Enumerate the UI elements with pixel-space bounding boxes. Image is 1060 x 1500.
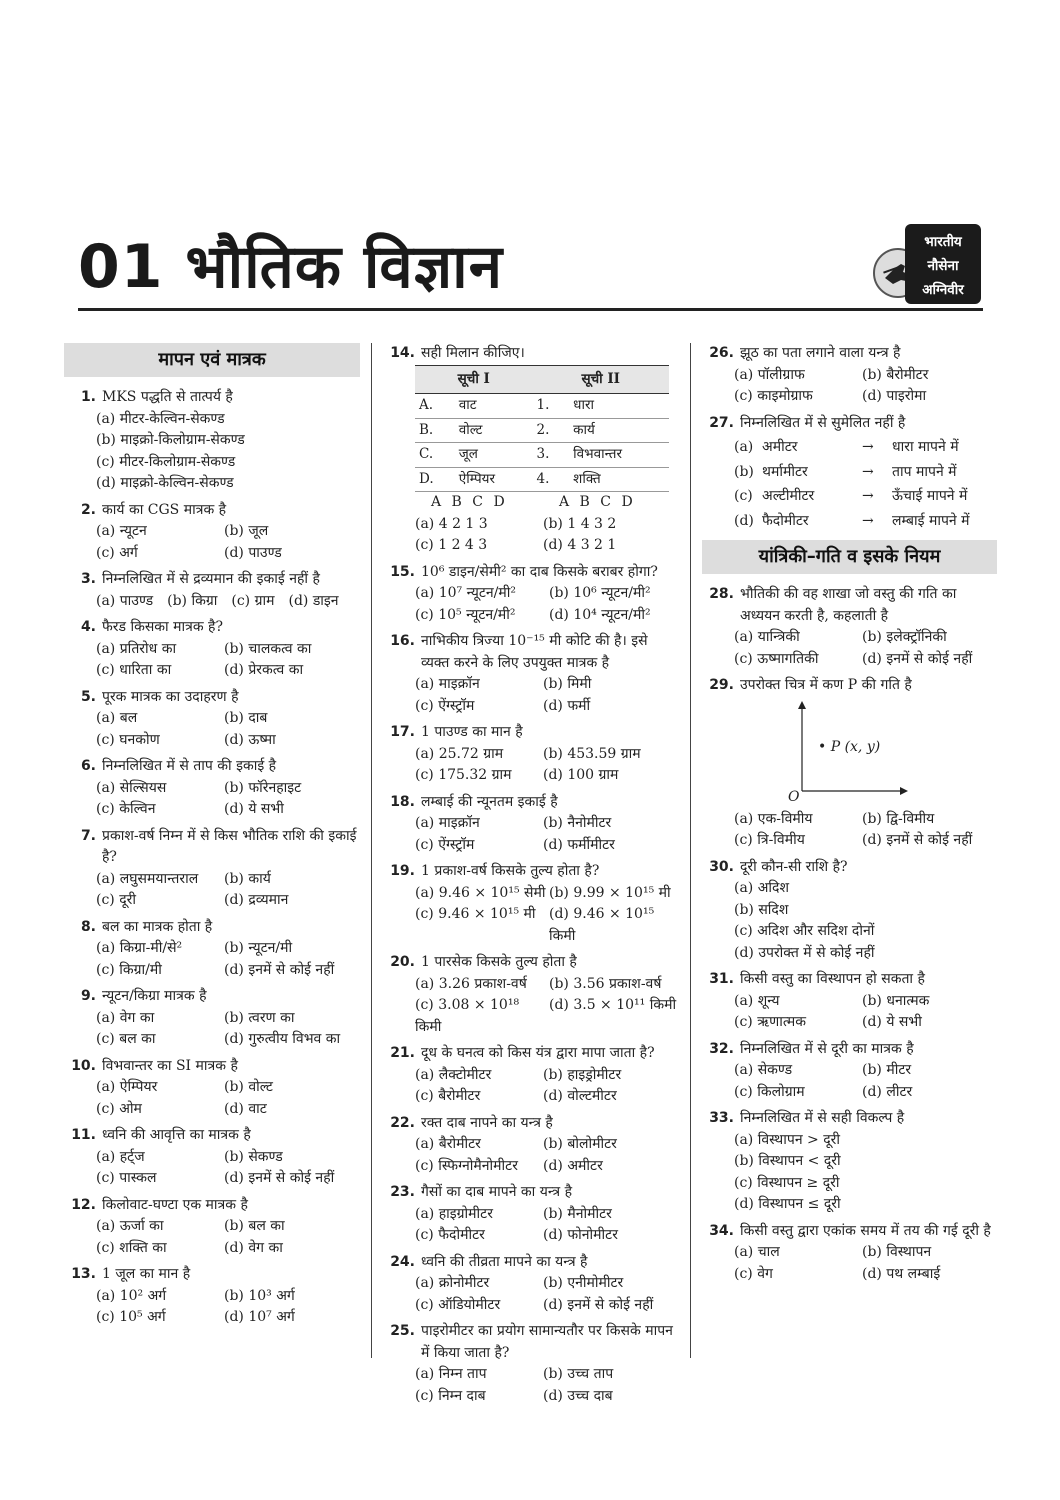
question-5	[64, 687, 360, 752]
question-25	[383, 1321, 678, 1407]
question-number: 9.	[80, 988, 96, 1004]
option-d: (d) पाइरोमा	[862, 388, 927, 404]
question-number: 17.	[390, 724, 415, 740]
question-number: 11.	[71, 1127, 96, 1143]
point-p-label: • P (x, y)	[818, 738, 881, 755]
question-text: न्यूटन/किग्रा मात्रक है	[102, 988, 207, 1004]
question-number: 32.	[709, 1040, 734, 1057]
table-cell: A.	[415, 394, 455, 419]
option-c: (c) केल्विन	[96, 801, 156, 817]
option-b: (b) मीटर	[862, 1062, 912, 1078]
option-d: (d) डाइन	[288, 592, 339, 609]
question-32	[702, 1039, 997, 1104]
question-text: निम्नलिखित में से द्रव्यमान की इकाई नहीं है	[102, 571, 320, 587]
option-d: (d) वोल्टमीटर	[543, 1088, 617, 1104]
option-a: (a) 3.26 प्रकाश-वर्ष	[415, 975, 527, 992]
option-a: (a) मीटर-केल्विन-सेकण्ड	[96, 410, 225, 427]
column-divider-1	[371, 343, 372, 1358]
chapter-title: 01 भौतिक विज्ञान	[78, 232, 504, 302]
option-b: (b) चालकत्व का	[224, 640, 312, 657]
match-table	[415, 365, 669, 493]
question-number: 15.	[390, 563, 415, 580]
option-b: (b) हाइड्रोमीटर	[543, 1066, 622, 1083]
logo-line-1: भारतीय	[924, 234, 962, 250]
option-d: (d) द्रव्यमान	[224, 892, 289, 908]
option-c: (c) धारिता का	[96, 662, 172, 678]
question-text: निम्नलिखित में से दूरी का मात्रक है	[740, 1040, 914, 1057]
question-text: नाभिकीय त्रिज्या 10⁻¹⁵ मी कोटि की है। इसे व्यक्त करने के लिए उपयुक्त मात्रक है	[421, 633, 648, 671]
question-14	[383, 343, 678, 557]
question-16	[383, 631, 678, 717]
question-text: ध्वनि की आवृत्ति का मात्रक है	[102, 1127, 251, 1143]
option-a: (a) बल	[96, 710, 138, 726]
option-b: (b) 453.59 ग्राम	[543, 745, 641, 762]
use: ऊँचाई मापने में	[892, 488, 968, 504]
question-number: 7.	[80, 827, 96, 844]
table-cell: शक्ति	[569, 467, 669, 492]
question-text: निम्नलिखित में से सही विकल्प है	[740, 1110, 905, 1126]
option-c: (c) 10⁵ अर्ग	[96, 1309, 166, 1325]
option-a: (a) सेल्सियस	[96, 779, 167, 796]
question-30	[702, 857, 997, 965]
use: ताप मापने में	[892, 463, 957, 480]
table-row	[415, 467, 669, 492]
section-heading-mechanics: यांत्रिकी–गति व इसके नियम	[702, 540, 997, 574]
question-text: पाइरोमीटर का प्रयोग सामान्यतौर पर किसके मापन में किया जाता है?	[421, 1323, 673, 1361]
question-number: 27.	[709, 414, 734, 431]
table-cell: वाट	[455, 394, 533, 419]
option-d: (d) 3.5 × 10¹¹ किमी	[549, 997, 677, 1013]
question-number: 34.	[709, 1222, 734, 1239]
question-3	[64, 569, 360, 612]
question-number: 14.	[390, 345, 415, 361]
option-b: (b) 10³ अर्ग	[224, 1287, 295, 1304]
option-c: (c) काइमोग्राफ	[734, 388, 813, 404]
question-number: 18.	[390, 793, 415, 810]
question-number: 22.	[390, 1114, 415, 1131]
list-1-header: सूची I	[415, 365, 532, 394]
code-header: A B C D	[431, 494, 508, 510]
option-d: (d) ऊष्मा	[224, 731, 276, 748]
option-c: (c) ऐंग्स्ट्रॉम	[415, 697, 475, 714]
origin-label: O	[788, 788, 800, 805]
table-cell: जूल	[455, 443, 533, 468]
option-b: (b) बैरोमीटर	[862, 366, 929, 383]
question-27	[702, 413, 997, 533]
option-d: (d) 10⁷ अर्ग	[224, 1309, 295, 1325]
question-number: 21.	[390, 1045, 415, 1061]
table-cell: विभवान्तर	[569, 443, 669, 468]
option-label: (b)	[734, 463, 754, 480]
option-d: (d) इनमें से कोई नहीं	[543, 1296, 654, 1313]
instrument: फैदोमीटर	[762, 512, 809, 529]
option-b: (b) मैनोमीटर	[543, 1205, 612, 1222]
option-c: (c) वेग	[734, 1265, 773, 1282]
option-a: (a) 9.46 × 10¹⁵ सेमी	[415, 884, 546, 901]
question-number: 30.	[709, 858, 734, 875]
option-c: (c) त्रि-विमीय	[734, 832, 805, 848]
option-c: (c) शक्ति का	[96, 1239, 167, 1256]
option-d: (d) वाट	[224, 1100, 267, 1117]
question-24	[383, 1252, 678, 1317]
option-d: (d) 4 3 2 1	[543, 537, 617, 553]
option-d: (d) फोनोमीटर	[543, 1227, 618, 1243]
question-text: फैरड किसका मात्रक है?	[102, 619, 223, 635]
list-2-header: सूची II	[532, 365, 669, 394]
option-a: (a) 4 2 1 3	[415, 515, 488, 532]
question-text: रक्त दाब नापने का यन्त्र है	[421, 1114, 553, 1131]
option-c: (c) विस्थापन ≥ दूरी	[734, 1174, 840, 1191]
option-d: (d) प्रेरकत्व का	[224, 662, 304, 678]
table-cell: 1.	[532, 394, 569, 419]
question-text: कार्य का CGS मात्रक है	[102, 501, 227, 518]
option-d: (d) लीटर	[862, 1083, 913, 1100]
arrow-icon: →	[862, 463, 874, 480]
table-row	[415, 418, 669, 443]
option-a: (a) न्यूटन	[96, 523, 147, 539]
option-d: (d) माइक्रो-केल्विन-सेकण्ड	[96, 475, 234, 491]
question-number: 1.	[80, 389, 96, 405]
option-a: (a) माइक्रॉन	[415, 815, 480, 831]
option-b: (b) कार्य	[224, 870, 271, 887]
question-text: लम्बाई की न्यूनतम इकाई है	[421, 793, 558, 810]
header-rule	[78, 308, 983, 311]
option-c: (c) बल का	[96, 1031, 156, 1047]
question-text: प्रकाश-वर्ष निम्न में से किस भौतिक राशि की इकाई है?	[102, 827, 357, 865]
option-a: (a) पाउण्ड	[96, 592, 154, 609]
option-c: (c) 175.32 ग्राम	[415, 767, 512, 783]
question-number: 28.	[709, 586, 734, 602]
question-number: 12.	[71, 1196, 96, 1213]
column-1	[64, 343, 360, 1334]
agniveer-logo	[873, 224, 983, 306]
question-15	[383, 562, 678, 627]
option-a: (a) हर्ट्ज	[96, 1148, 145, 1165]
option-d: (d) गुरुत्वीय विभव का	[224, 1031, 341, 1047]
question-text: किलोवाट-घण्टा एक मात्रक है	[102, 1196, 248, 1213]
code-header: A B C D	[559, 494, 636, 510]
option-a: (a) प्रतिरोध का	[96, 640, 177, 657]
option-b: (b) 9.99 × 10¹⁵ मी	[549, 884, 671, 901]
question-number: 25.	[390, 1323, 415, 1339]
option-c: (c) दूरी	[96, 892, 137, 908]
option-a: (a) वेग का	[96, 1009, 155, 1026]
column-3	[702, 343, 997, 1290]
option-a: (a) क्रोनोमीटर	[415, 1275, 490, 1291]
question-number: 4.	[80, 619, 96, 635]
option-a: (a) ऐम्पियर	[96, 1079, 158, 1095]
option-a: (a) चाल	[734, 1244, 780, 1260]
question-9	[64, 986, 360, 1051]
question-text: दूरी कौन-सी राशि है?	[740, 858, 848, 875]
question-text: झूठ का पता लगाने वाला यन्त्र है	[740, 345, 901, 361]
option-b: (b) बोलोमीटर	[543, 1136, 617, 1152]
option-b: (b) इलेक्ट्रॉनिकी	[862, 629, 947, 645]
question-12	[64, 1195, 360, 1260]
logo-line-3: अग्निवीर	[922, 282, 964, 298]
option-b: (b) सेकण्ड	[224, 1148, 283, 1165]
question-text: पूरक मात्रक का उदाहरण है	[102, 688, 239, 705]
question-number: 26.	[709, 345, 734, 361]
option-label: (a)	[734, 439, 754, 455]
question-18	[383, 792, 678, 857]
question-text: 1 पाउण्ड का मान है	[421, 724, 523, 740]
option-b: (b) विस्थापन < दूरी	[734, 1153, 841, 1169]
option-d: (d) ये सभी	[862, 1014, 922, 1030]
option-d: (d) 10⁴ न्यूटन/मी²	[549, 606, 651, 623]
option-d: (d) फर्मीमीटर	[543, 836, 615, 853]
question-10	[64, 1056, 360, 1121]
question-text: दूध के घनत्व को किस यंत्र द्वारा मापा जाता है?	[421, 1045, 655, 1061]
option-a: (a) सेकण्ड	[734, 1062, 793, 1078]
option-b: (b) माइक्रो-किलोग्राम-सेकण्ड	[96, 432, 245, 448]
option-a: (a) 10² अर्ग	[96, 1287, 167, 1304]
arrow-icon: →	[862, 488, 874, 504]
option-d: (d) इनमें से कोई नहीं	[224, 961, 335, 978]
option-a: (a) लघुसमयान्तराल	[96, 870, 199, 887]
option-b: (b) फॉरेनहाइट	[224, 779, 302, 796]
use: धारा मापने में	[892, 439, 959, 455]
section-heading-measurement: मापन एवं मात्रक	[64, 343, 360, 377]
option-c: (c) निम्न दाब	[415, 1387, 486, 1404]
question-text: 1 पारसेक किसके तुल्य होता है	[421, 954, 577, 970]
instrument: थर्मामीटर	[762, 463, 808, 480]
question-number: 33.	[709, 1110, 734, 1126]
table-cell: B.	[415, 418, 455, 443]
option-b: (b) धनात्मक	[862, 992, 930, 1009]
option-a: (a) ऊर्जा का	[96, 1218, 164, 1234]
question-2	[64, 500, 360, 565]
question-text: 1 प्रकाश-वर्ष किसके तुल्य होता है?	[421, 863, 600, 879]
option-b: (b) वोल्ट	[224, 1079, 273, 1095]
table-cell: 3.	[532, 443, 569, 468]
option-b: (b) उच्च ताप	[543, 1366, 614, 1382]
question-text: 1 जूल का मान है	[102, 1266, 191, 1282]
option-d: (d) वेग का	[224, 1239, 283, 1256]
question-number: 24.	[390, 1253, 415, 1270]
option-c: (c) ऊष्मागतिकी	[734, 650, 819, 667]
option-b: (b) जूल	[224, 523, 269, 539]
option-b: (b) नैनोमीटर	[543, 815, 612, 831]
table-cell: वोल्ट	[455, 418, 533, 443]
page-header	[78, 228, 983, 310]
option-c: (c) किलोग्राम	[734, 1083, 805, 1100]
question-6	[64, 756, 360, 821]
table-row	[415, 394, 669, 419]
question-29	[702, 675, 997, 852]
option-c: (c) पास्कल	[96, 1170, 157, 1186]
option-a: (a) माइक्रॉन	[415, 676, 480, 692]
option-c: (c) मीटर-किलोग्राम-सेकण्ड	[96, 453, 236, 470]
question-33	[702, 1108, 997, 1216]
question-number: 10.	[71, 1057, 96, 1074]
question-19	[383, 861, 678, 947]
option-b: (b) मिमी	[543, 676, 592, 692]
question-number: 23.	[390, 1184, 415, 1200]
question-text: भौतिकी की वह शाखा जो वस्तु की गति का अध्ययन करती है, कहलाती है	[740, 586, 957, 624]
option-a: (a) अदिश	[734, 880, 789, 896]
option-a: (a) किग्रा-मी/से²	[96, 940, 183, 956]
option-c: (c) ऑडियोमीटर	[415, 1296, 501, 1313]
option-d: (d) पथ लम्बाई	[862, 1265, 941, 1282]
question-26	[702, 343, 997, 408]
option-d: (d) 9.46 × 10¹⁵ किमी	[549, 906, 655, 944]
question-text: निम्नलिखित में से ताप की इकाई है	[102, 758, 277, 774]
question-8	[64, 917, 360, 982]
question-text: विभवान्तर का SI मात्रक है	[102, 1057, 238, 1074]
question-text: किसी वस्तु द्वारा एकांक समय में तय की गई दूरी है	[740, 1222, 991, 1239]
question-20	[383, 952, 678, 1038]
question-21	[383, 1043, 678, 1108]
question-7	[64, 826, 360, 912]
option-d: (d) इनमें से कोई नहीं	[862, 832, 973, 848]
option-c: (c) 9.46 × 10¹⁵ मी	[415, 906, 536, 922]
table-cell: ऐम्पियर	[455, 467, 533, 492]
option-d: (d) इनमें से कोई नहीं	[224, 1170, 335, 1186]
option-b: (b) द्वि-विमीय	[862, 810, 935, 827]
instrument: अमीटर	[762, 439, 798, 455]
logo-line-2: नौसेना	[927, 258, 959, 274]
option-a: (a) 10⁷ न्यूटन/मी²	[415, 585, 517, 601]
question-text: ध्वनि की तीव्रता मापने का यन्त्र है	[421, 1253, 588, 1270]
question-number: 31.	[709, 971, 734, 987]
option-b: (b) दाब	[224, 710, 268, 726]
option-c: (c) 3.08 × 10¹⁸ किमी	[415, 997, 520, 1035]
question-23	[383, 1182, 678, 1247]
option-c: (c) ऋणात्मक	[734, 1014, 806, 1030]
arrow-icon: →	[862, 512, 874, 529]
option-b: (b) 3.56 प्रकाश-वर्ष	[549, 975, 662, 992]
question-number: 6.	[80, 758, 96, 774]
option-a: (a) एक-विमीय	[734, 810, 813, 827]
question-28	[702, 584, 997, 670]
table-cell: C.	[415, 443, 455, 468]
option-b: (b) 10⁶ न्यूटन/मी²	[549, 585, 651, 601]
question-4	[64, 617, 360, 682]
question-number: 19.	[390, 863, 415, 879]
question-text: सही मिलान कीजिए।	[421, 345, 525, 361]
question-number: 29.	[709, 677, 734, 693]
option-d: (d) अमीटर	[543, 1157, 603, 1174]
option-c: (c) फैदोमीटर	[415, 1227, 485, 1243]
option-c: (c) ऐंग्स्ट्रॉम	[415, 836, 475, 853]
option-c: (c) बैरोमीटर	[415, 1088, 481, 1104]
option-c: (c) स्फिग्नोमैनोमीटर	[415, 1157, 518, 1174]
option-a: (a) पॉलीग्राफ	[734, 366, 805, 383]
logo-text-box	[905, 224, 981, 304]
option-c: (c) 10⁵ न्यूटन/मी²	[415, 606, 516, 623]
question-22	[383, 1113, 678, 1178]
option-d: (d) उपरोक्त में से कोई नहीं	[734, 944, 875, 961]
option-d: (d) उच्च दाब	[543, 1387, 613, 1404]
question-13	[64, 1264, 360, 1329]
column-2	[383, 343, 678, 1412]
instrument: अल्टीमीटर	[762, 488, 815, 504]
question-1	[64, 387, 360, 495]
option-b: (b) 1 4 3 2	[543, 515, 617, 532]
option-b: (b) त्वरण का	[224, 1009, 295, 1026]
question-text: बल का मात्रक होता है	[102, 918, 213, 935]
question-number: 13.	[71, 1266, 96, 1282]
option-b: (b) न्यूटन/मी	[224, 940, 293, 956]
question-number: 5.	[80, 688, 96, 705]
question-text: 10⁶ डाइन/सेमी² का दाब किसके बराबर होगा?	[421, 563, 658, 580]
table-cell: धारा	[569, 394, 669, 419]
option-a: (a) बैरोमीटर	[415, 1136, 481, 1152]
use: लम्बाई मापने में	[892, 512, 970, 529]
option-d: (d) ये सभी	[224, 801, 284, 817]
question-text: उपरोक्त चित्र में कण P की गति है	[740, 677, 912, 693]
column-divider-2	[690, 343, 691, 1358]
option-a: (a) हाइग्रोमीटर	[415, 1205, 493, 1222]
table-cell: D.	[415, 467, 455, 492]
arrow-icon: →	[862, 439, 874, 455]
option-c: (c) अदिश और सदिश दोनों	[734, 923, 875, 939]
axes-figure	[766, 697, 916, 809]
question-text: निम्नलिखित में से सुमेलित नहीं है	[740, 414, 906, 431]
option-label: (d)	[734, 512, 754, 529]
option-d: (d) 100 ग्राम	[543, 767, 619, 783]
option-b: (b) बल का	[224, 1218, 285, 1234]
question-11	[64, 1125, 360, 1190]
question-17	[383, 722, 678, 787]
option-b: (b) सदिश	[734, 901, 789, 918]
option-a: (a) यान्त्रिकी	[734, 629, 800, 645]
option-c: (c) अर्ग	[96, 544, 138, 561]
table-cell: कार्य	[569, 418, 669, 443]
option-c: (c) ग्राम	[231, 592, 275, 609]
option-c: (c) ओम	[96, 1100, 142, 1117]
question-number: 2.	[80, 501, 96, 518]
table-cell: 4.	[532, 467, 569, 492]
option-d: (d) फर्मी	[543, 697, 591, 714]
question-number: 8.	[80, 918, 96, 935]
question-number: 3.	[80, 571, 96, 587]
option-a: (a) शून्य	[734, 992, 780, 1009]
option-c: (c) किग्रा/मी	[96, 961, 162, 978]
option-d: (d) पाउण्ड	[224, 544, 282, 561]
option-a: (a) 25.72 ग्राम	[415, 745, 504, 762]
option-a: (a) निम्न ताप	[415, 1366, 487, 1382]
question-34	[702, 1221, 997, 1286]
option-label: (c)	[734, 488, 753, 504]
option-a: (a) विस्थापन > दूरी	[734, 1131, 841, 1148]
option-d: (d) विस्थापन ≤ दूरी	[734, 1196, 841, 1212]
option-d: (d) इनमें से कोई नहीं	[862, 650, 973, 667]
question-number: 16.	[390, 633, 415, 649]
question-text: गैसों का दाब मापने का यन्त्र है	[421, 1184, 573, 1200]
question-number: 20.	[390, 954, 415, 970]
table-cell: 2.	[532, 418, 569, 443]
option-b: (b) एनीमोमीटर	[543, 1275, 624, 1291]
option-c: (c) 1 2 4 3	[415, 537, 488, 553]
option-c: (c) घनकोण	[96, 731, 160, 748]
question-text: किसी वस्तु का विस्थापन हो सकता है	[740, 971, 925, 987]
table-row	[415, 443, 669, 468]
question-31	[702, 969, 997, 1034]
option-b: (b) किग्रा	[167, 592, 218, 609]
question-text: MKS पद्धति से तात्पर्य है	[102, 389, 233, 405]
option-b: (b) विस्थापन	[862, 1244, 932, 1260]
option-a: (a) लैक्टोमीटर	[415, 1066, 492, 1083]
